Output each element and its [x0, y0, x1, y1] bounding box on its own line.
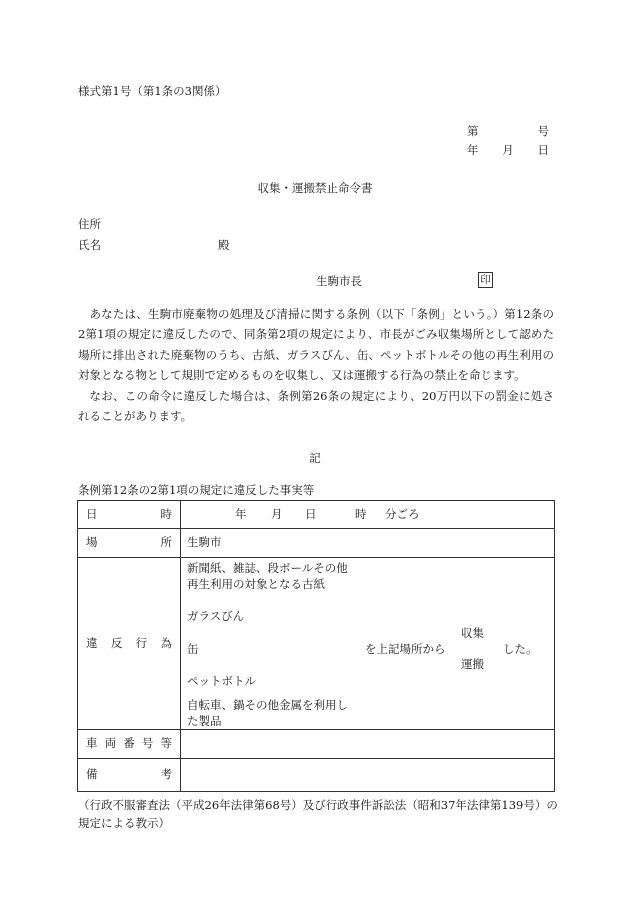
vehicle-label: 車 両 番 号 等 [78, 730, 181, 759]
item-glass: ガラスびん [187, 609, 245, 623]
item-can: 缶 [187, 642, 199, 656]
item-pet: ペットボトル [187, 674, 256, 688]
datetime-value [181, 501, 555, 529]
order-body [78, 304, 554, 426]
row-violation [78, 558, 555, 730]
facts-table [77, 500, 555, 792]
date-year: 年 [467, 143, 479, 157]
dt-year: 年 [235, 506, 247, 521]
place-value: 生駒市 [181, 529, 555, 558]
recipient-name-label: 氏名 [78, 238, 101, 252]
item-paper-line1: 新聞紙、雑誌、段ボールその他 [187, 561, 348, 575]
violation-details [181, 558, 555, 730]
vehicle-value [181, 730, 555, 759]
document-number-line [467, 124, 549, 140]
date-month: 月 [502, 143, 514, 157]
violation-label: 違 反 行 為 [78, 558, 181, 730]
place-label: 場 所 [78, 529, 181, 558]
document-title: 収集・運搬禁止命令書 [257, 181, 373, 195]
dt-hour: 時 [355, 506, 367, 521]
document-date-line [467, 143, 549, 159]
order-paragraph-1: あなたは、生駒市廃棄物の処理及び清掃に関する条例（以下「条例」という。）第12条の2第1項の規定に違反したので、同条第2項の規定により、市長がごみ収集場所として認めた場所に排出された廃棄物のうち、古紙、ガラスびん、缶、ペットボトルその他の再生利用の対象となる物として規則で定めるものを収集し、又は運搬する行為の禁止を命じます。 [78, 307, 554, 383]
datetime-label: 日 時 [78, 501, 181, 529]
number-suffix: 号 [537, 124, 549, 138]
remarks-value [181, 759, 555, 792]
ki-heading: 記 [309, 451, 321, 465]
item-paper-line2: 再生利用の対象となる古紙 [187, 577, 325, 591]
number-prefix: 第 [467, 124, 479, 138]
collect-option: 収集 [461, 626, 484, 640]
item-metal-line1: 自転車、鍋その他金属を利用し [187, 698, 348, 712]
remarks-label: 備 考 [78, 759, 181, 792]
appeal-notice: （行政不服審査法（平成26年法律第68号）及び行政事件訴訟法（昭和37年法律第139号）の規定による教示） [78, 798, 558, 830]
recipient-honorific: 殿 [218, 238, 230, 252]
order-paragraph-2: なお、この命令に違反した場合は、条例第26条の規定により、20万円以下の罰金に処されることがあります。 [78, 388, 554, 424]
from-place-text: を上記場所から [365, 642, 446, 656]
issuer-mayor: 生駒市長 [316, 274, 362, 288]
recipient-address-label: 住所 [78, 217, 101, 231]
row-datetime [78, 501, 555, 529]
row-place [78, 529, 555, 558]
row-vehicle [78, 730, 555, 759]
item-metal-line2: た製品 [187, 714, 222, 728]
row-remarks [78, 759, 555, 792]
dt-day: 日 [305, 506, 317, 521]
transport-option: 運搬 [461, 657, 484, 671]
form-number: 様式第1号（第1条の3関係） [78, 84, 227, 98]
facts-caption: 条例第12条の2第1項の規定に違反した事実等 [78, 483, 315, 497]
dt-month: 月 [271, 506, 283, 521]
dt-minute: 分ごろ [385, 506, 420, 521]
seal-mark: 印 [478, 272, 493, 288]
date-day: 日 [537, 143, 549, 157]
did-text: した。 [503, 642, 538, 656]
